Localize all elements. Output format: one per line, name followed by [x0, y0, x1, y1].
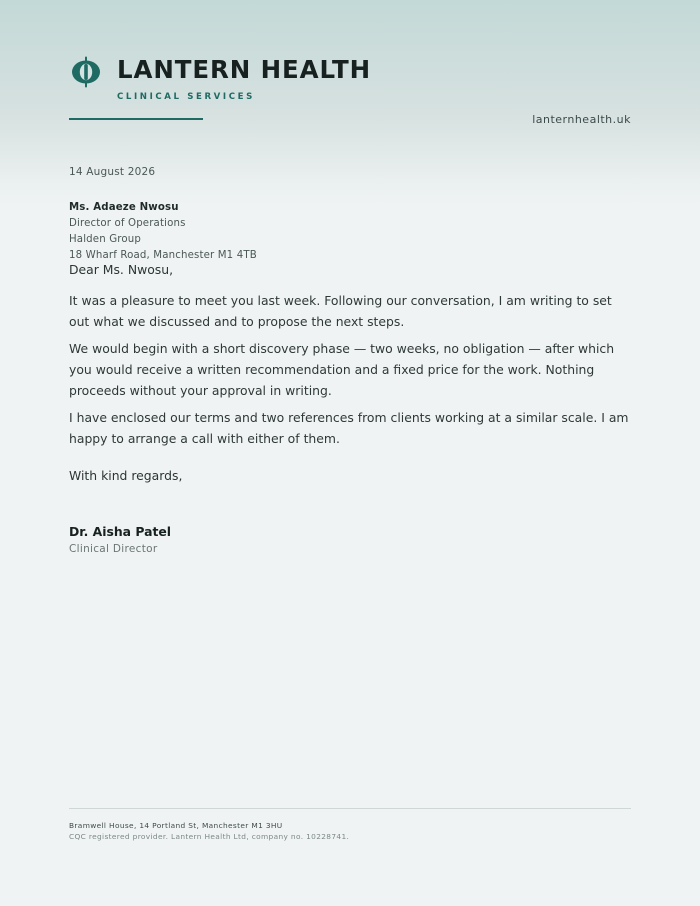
body-paragraph: I have enclosed our terms and two references from clients working at a similar scale. I am happy to arrange a call with either of them. — [69, 410, 629, 446]
closing: With kind regards, — [69, 468, 183, 483]
recipient-block — [69, 200, 257, 264]
footer-legal: CQC registered provider. Lantern Health Ltd, company no. 10228741. — [69, 832, 350, 841]
recipient-name: Ms. Adaeze Nwosu — [69, 202, 179, 213]
letter-date: 14 August 2026 — [69, 166, 156, 178]
salutation: Dear Ms. Nwosu, — [69, 262, 174, 277]
recipient-company: Halden Group — [69, 234, 141, 245]
brand-subtitle: CLINICAL SERVICES — [117, 92, 255, 102]
recipient-title: Director of Operations — [69, 218, 186, 229]
footer-divider — [69, 808, 631, 809]
letter-body — [69, 290, 635, 455]
body-paragraph: We would begin with a short discovery phase — two weeks, no obligation — after which you would receive a written recommendation and a fixed price for the work. Nothing proceeds without your approval in writing. — [69, 341, 615, 398]
footer-address: Bramwell House, 14 Portland St, Manchester M1 3HU — [69, 821, 283, 830]
brand-name: LANTERN HEALTH — [117, 55, 371, 84]
signer-name: Dr. Aisha Patel — [69, 524, 172, 539]
recipient-address: 18 Wharf Road, Manchester M1 4TB — [69, 250, 257, 261]
signer-title: Clinical Director — [69, 543, 158, 555]
body-paragraph: It was a pleasure to meet you last week. Following our conversation, I am writing to set out what we discussed and to propose the next steps. — [69, 293, 612, 329]
lantern-icon — [70, 56, 102, 88]
accent-rule — [69, 118, 203, 120]
website-link[interactable]: lanternhealth.uk — [532, 113, 631, 126]
